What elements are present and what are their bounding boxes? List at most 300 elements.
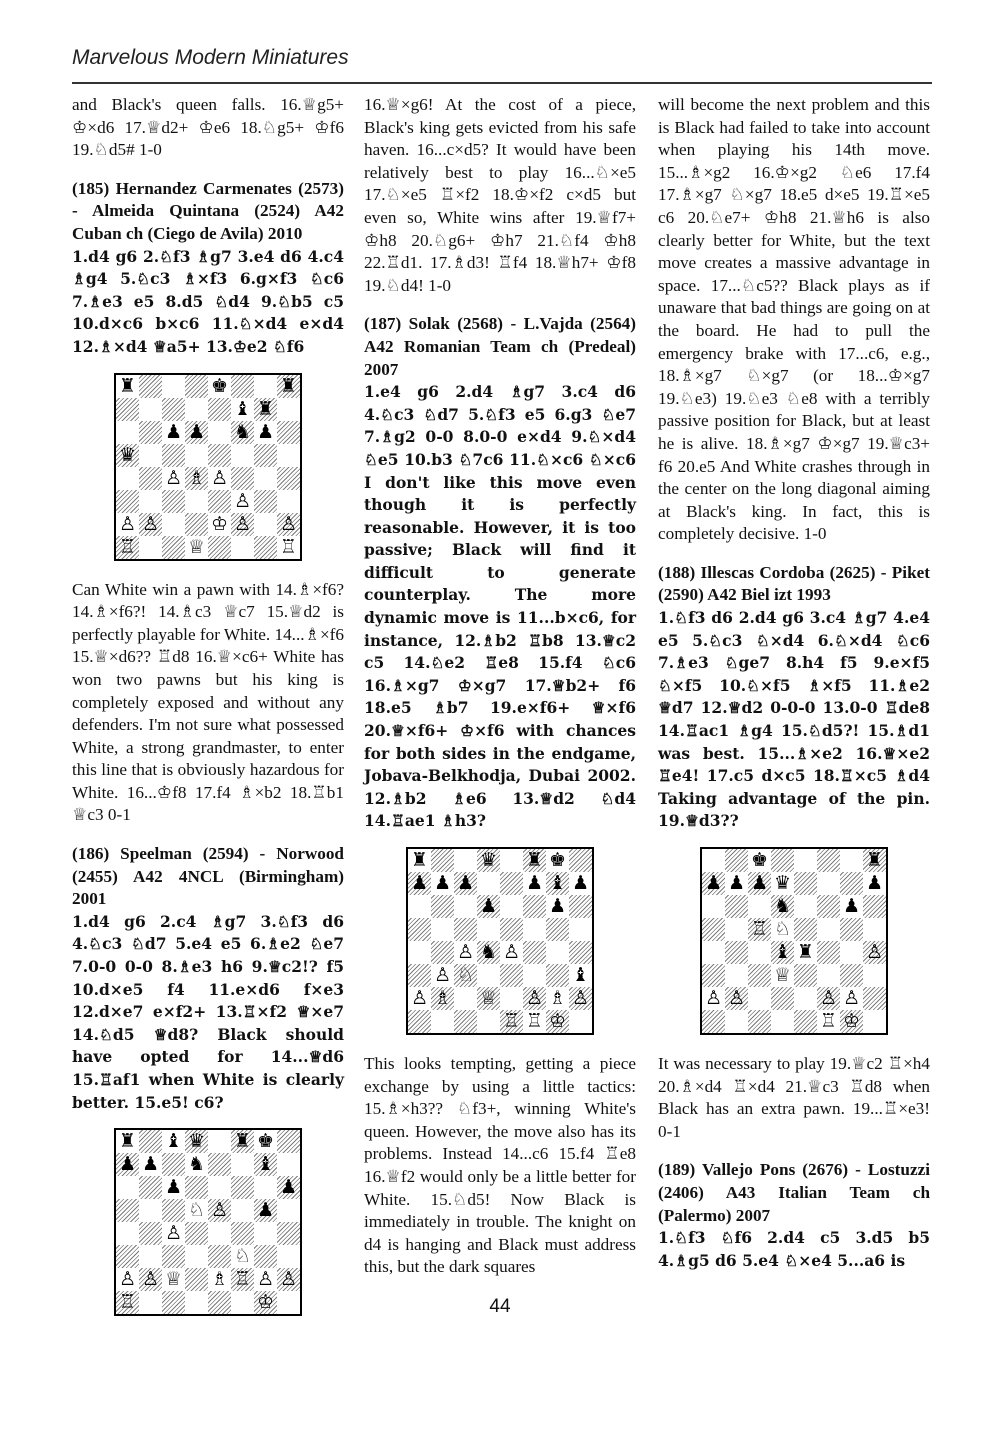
board-square	[523, 918, 546, 941]
chess-piece-icon: ♟	[525, 872, 544, 894]
board-square	[162, 536, 185, 559]
board-square	[208, 1153, 231, 1176]
board-square	[408, 987, 431, 1010]
chess-piece-icon: ♟	[118, 1153, 137, 1176]
board-square	[454, 1010, 477, 1033]
board-square	[702, 1010, 725, 1033]
game-heading: (188) Illescas Cordoba (2625) - Piket (2590) A42 Biel izt 1993	[658, 562, 930, 605]
board-square	[702, 849, 725, 872]
board-square	[454, 872, 477, 895]
board-square	[477, 964, 500, 987]
board-square	[231, 1245, 254, 1268]
board-square	[794, 964, 817, 987]
chess-piece-icon: ♙	[279, 512, 298, 535]
chess-piece-icon: ♜	[279, 374, 298, 397]
board-square	[771, 849, 794, 872]
chess-piece-icon: ♘	[773, 918, 792, 940]
chess-piece-icon: ♟	[279, 1176, 298, 1199]
chess-piece-icon: ♝	[233, 397, 252, 420]
board-square	[477, 987, 500, 1010]
board-square	[863, 918, 886, 941]
chess-piece-icon: ♛	[773, 872, 792, 894]
chess-piece-icon: ♙	[164, 1222, 183, 1245]
chess-piece-icon: ♜	[796, 941, 815, 963]
commentary-text: It was necessary to play 19.♕c2 ♖×h4 20.♗×d4 ♖×d4 21.♕c3 ♖d8 when Black has an extra pawn. 19...♖×e3! 0-1	[658, 1054, 930, 1141]
board-square	[162, 1130, 185, 1153]
game-moves: 1.♘f3 d6 2.d4 g6 3.c4 ♗g7 4.e4 e5 5.♘c3 ♘×d4 6.♘×d4 ♘c6 7.♗e3 ♘ge7 8.h4 f5 9.e×f5 ♘×f5 10.♘×f5 ♗×f5 11.♗e2 ♕d7 12.♕d2 0-0-0 13.0-0 ♖de8 14.♖ac1 ♗g4 15.♘d5?! 15.♗d1 was best. 15...♗×e2 16.♕×e2 ♖e4! 17.c5 d×c5 18.♖×c5 ♗d4 Taking advantage of the pin. 19.♕d3??	[658, 608, 930, 831]
chess-piece-icon: ♖	[750, 918, 769, 940]
board-square	[254, 1130, 277, 1153]
board-square	[208, 513, 231, 536]
chess-piece-icon: ♙	[164, 466, 183, 489]
board-square	[139, 375, 162, 398]
header-rule	[72, 82, 932, 84]
board-square	[702, 872, 725, 895]
chess-piece-icon: ♟	[479, 895, 498, 917]
board-square	[254, 1245, 277, 1268]
board-square	[162, 490, 185, 513]
board-square	[185, 1153, 208, 1176]
board-square	[162, 1199, 185, 1222]
chess-piece-icon: ♙	[865, 941, 884, 963]
board-square	[523, 987, 546, 1010]
board-square	[817, 918, 840, 941]
chess-piece-icon: ♜	[256, 397, 275, 420]
chess-piece-icon: ♜	[233, 1130, 252, 1153]
board-square	[231, 1199, 254, 1222]
board-square	[431, 1010, 454, 1033]
board-square	[748, 964, 771, 987]
chess-piece-icon: ♕	[773, 964, 792, 986]
board-square	[500, 918, 523, 941]
game-heading: (189) Vallejo Pons (2676) - Lostuzzi (2406) A43 Italian Team ch (Palermo) 2007	[658, 1160, 930, 1225]
board-square	[500, 964, 523, 987]
board-square	[139, 444, 162, 467]
chess-piece-icon: ♙	[502, 941, 521, 963]
board-square	[408, 872, 431, 895]
board-square	[208, 398, 231, 421]
board-square	[500, 895, 523, 918]
board-square	[116, 1130, 139, 1153]
board-square	[208, 1199, 231, 1222]
board-square	[208, 490, 231, 513]
board-square	[569, 1010, 592, 1033]
board-square	[477, 918, 500, 941]
chess-piece-icon: ♞	[233, 420, 252, 443]
board-square	[794, 872, 817, 895]
board-square	[863, 872, 886, 895]
board-square	[817, 895, 840, 918]
board-square	[277, 375, 300, 398]
board-square	[771, 987, 794, 1010]
board-square	[546, 941, 569, 964]
chess-piece-icon: ♞	[187, 1153, 206, 1176]
board-square	[254, 1176, 277, 1199]
board-square	[185, 1130, 208, 1153]
board-square	[231, 1153, 254, 1176]
chess-piece-icon: ♜	[525, 849, 544, 871]
chess-piece-icon: ♖	[118, 1291, 137, 1314]
board-square	[162, 1176, 185, 1199]
board-square	[139, 1245, 162, 1268]
board-square	[208, 1176, 231, 1199]
board-square	[771, 1010, 794, 1033]
commentary-text: and Black's queen falls. 16.♕g5+ ♔×d6 17.♕d2+ ♔e6 18.♘g5+ ♔f6 19.♘d5# 1-0	[72, 95, 344, 160]
board-square	[139, 1176, 162, 1199]
board-square	[277, 1245, 300, 1268]
board-square	[454, 964, 477, 987]
board-square	[116, 421, 139, 444]
chess-piece-icon: ♟	[433, 872, 452, 894]
board-square	[817, 964, 840, 987]
board-square	[162, 513, 185, 536]
chess-piece-icon: ♙	[842, 987, 861, 1009]
board-square	[254, 375, 277, 398]
board-square	[794, 941, 817, 964]
chess-piece-icon: ♞	[773, 895, 792, 917]
chess-piece-icon: ♔	[210, 512, 229, 535]
chess-piece-icon: ♙	[256, 1268, 275, 1291]
board-square	[431, 918, 454, 941]
chess-piece-icon: ♟	[727, 872, 746, 894]
game-moves: 1.d4 g6 2.♘f3 ♗g7 3.e4 d6 4.c4 ♗g4 5.♘c3 ♗×f3 6.g×f3 ♘c6 7.♗e3 e5 8.d5 ♘d4 9.♘b5 c5 10.d×c6 b×c6 11.♘×d4 e×d4 12.♗×d4 ♕a5+ 13.♔e2 ♘f6	[72, 246, 344, 356]
chess-piece-icon: ♕	[187, 535, 206, 558]
board-square	[254, 536, 277, 559]
board-square	[139, 467, 162, 490]
board-square	[277, 513, 300, 536]
board-square	[725, 941, 748, 964]
board-square	[116, 398, 139, 421]
chess-piece-icon: ♔	[256, 1291, 275, 1314]
board-square	[277, 1153, 300, 1176]
board-square	[523, 941, 546, 964]
board-square	[748, 918, 771, 941]
chess-piece-icon: ♛	[118, 443, 137, 466]
chess-piece-icon: ♖	[525, 1010, 544, 1032]
board-square	[254, 467, 277, 490]
board-square	[725, 1010, 748, 1033]
board-square	[454, 941, 477, 964]
chess-piece-icon: ♜	[410, 849, 429, 871]
board-square	[794, 987, 817, 1010]
chess-piece-icon: ♝	[571, 964, 590, 986]
chess-piece-icon: ♙	[141, 1268, 160, 1291]
board-square	[840, 964, 863, 987]
board-square	[702, 918, 725, 941]
board-square	[546, 895, 569, 918]
chess-piece-icon: ♛	[479, 849, 498, 871]
running-header: Marvelous Modern Miniatures	[72, 46, 349, 69]
board-square	[231, 1130, 254, 1153]
board-square	[254, 1199, 277, 1222]
board-square	[523, 964, 546, 987]
board-square	[277, 536, 300, 559]
board-square	[139, 1153, 162, 1176]
chess-piece-icon: ♗	[548, 987, 567, 1009]
board-square	[817, 872, 840, 895]
chess-piece-icon: ♝	[164, 1130, 183, 1153]
board-square	[748, 987, 771, 1010]
board-square	[863, 987, 886, 1010]
game-moves: 1.♘f3 ♘f6 2.d4 c5 3.d5 b5 4.♗g5 d6 5.e4 ♘×e4 5...a6 is	[658, 1228, 930, 1270]
board-square	[546, 1010, 569, 1033]
board-square	[254, 1222, 277, 1245]
board-square	[208, 536, 231, 559]
board-square	[208, 375, 231, 398]
board-square	[500, 849, 523, 872]
board-square	[725, 872, 748, 895]
board-square	[569, 987, 592, 1010]
board-square	[254, 421, 277, 444]
board-square	[840, 849, 863, 872]
chess-piece-icon: ♚	[750, 849, 769, 871]
board-square	[208, 1268, 231, 1291]
board-square	[748, 872, 771, 895]
board-square	[185, 536, 208, 559]
board-square	[139, 536, 162, 559]
chess-piece-icon: ♕	[479, 987, 498, 1009]
chess-piece-icon: ♟	[842, 895, 861, 917]
chess-piece-icon: ♘	[187, 1199, 206, 1222]
board-square	[840, 1010, 863, 1033]
board-square	[162, 467, 185, 490]
chess-piece-icon: ♙	[210, 1199, 229, 1222]
board-square	[408, 964, 431, 987]
board-square	[546, 918, 569, 941]
board-square	[863, 1010, 886, 1033]
chess-piece-icon: ♟	[865, 872, 884, 894]
board-square	[231, 421, 254, 444]
board-square	[702, 987, 725, 1010]
board-square	[277, 1130, 300, 1153]
board-square	[162, 421, 185, 444]
chess-piece-icon: ♟	[410, 872, 429, 894]
board-square	[408, 895, 431, 918]
board-square	[431, 849, 454, 872]
board-square	[477, 1010, 500, 1033]
chess-piece-icon: ♟	[571, 872, 590, 894]
board-square	[139, 1199, 162, 1222]
board-square	[231, 490, 254, 513]
board-square	[277, 1268, 300, 1291]
board-square	[277, 421, 300, 444]
board-square	[748, 1010, 771, 1033]
chess-diagram	[114, 1128, 302, 1316]
board-square	[139, 398, 162, 421]
board-square	[277, 467, 300, 490]
board-square	[546, 987, 569, 1010]
board-square	[817, 987, 840, 1010]
board-square	[431, 964, 454, 987]
board-square	[408, 941, 431, 964]
board-square	[254, 398, 277, 421]
chess-piece-icon: ♝	[548, 872, 567, 894]
chess-piece-icon: ♙	[433, 964, 452, 986]
page-number: 44	[489, 1296, 511, 1317]
board-square	[116, 490, 139, 513]
board-square	[702, 895, 725, 918]
chess-piece-icon: ♙	[118, 512, 137, 535]
board-square	[748, 941, 771, 964]
board-square	[185, 1222, 208, 1245]
board-square	[725, 849, 748, 872]
board-square	[477, 895, 500, 918]
board-square	[208, 1222, 231, 1245]
board-square	[185, 1176, 208, 1199]
board-square	[408, 1010, 431, 1033]
board-square	[523, 1010, 546, 1033]
commentary-text: This looks tempting, getting a piece exchange by using a little tactics: 15.♗×h3?? ♘f3+, winning White's queen. However, the move also has its problems. Instead 14...c6 15.f4 ♖e8 16.♕f2 would only be a little better for White. 15.♘d5! Now Black is immediately in trouble. The knight on d4 is hanging and Black must address this, but the dark squares	[364, 1054, 636, 1277]
board-square	[277, 1176, 300, 1199]
chess-piece-icon: ♘	[456, 964, 475, 986]
chess-piece-icon: ♙	[456, 941, 475, 963]
board-square	[208, 421, 231, 444]
board-square	[863, 895, 886, 918]
board-square	[840, 941, 863, 964]
board-square	[725, 895, 748, 918]
commentary-text: will become the next problem and this is Black had failed to take into account when playing his 14th move. 15...♗×g2 16.♔×g2 ♘e6 17.f4 17.♗×g7 ♘×g7 18.e5 d×e5 19.♖×e5 c6 20.♘e7+ ♔h8 21.♕h6 is also clearly better for White, but the text move creates a massive advantage in space. 17...♘c5?? Black plays as if unaware that bad things are going on at the board. He had to pull the emergency brake with 17...c6, e.g., 18.♗×g7 ♘×g7 (or 18...♔×g7 19.♘e3) 19.♘e3 ♘e8 with a terribly passive position for Black, but at least he is alive. 18.♗×g7 ♔×g7 19.♕c3+ f6 20.e5 And White crashes through in the center on the long diagonal aiming at Black's king. In fact, this is completely decisive. 1-0	[658, 95, 930, 544]
chess-piece-icon: ♙	[141, 512, 160, 535]
chess-piece-icon: ♟	[141, 1153, 160, 1176]
board-square	[116, 1222, 139, 1245]
board-square	[208, 1245, 231, 1268]
chess-piece-icon: ♚	[210, 374, 229, 397]
chess-piece-icon: ♖	[233, 1268, 252, 1291]
board-square	[817, 941, 840, 964]
board-square	[277, 1199, 300, 1222]
board-square	[139, 513, 162, 536]
board-square	[185, 1199, 208, 1222]
board-square	[817, 849, 840, 872]
board-square	[231, 536, 254, 559]
board-square	[794, 895, 817, 918]
board-square	[546, 872, 569, 895]
chess-piece-icon: ♟	[256, 420, 275, 443]
board-square	[454, 987, 477, 1010]
board-square	[116, 513, 139, 536]
board-square	[116, 1176, 139, 1199]
chess-piece-icon: ♜	[865, 849, 884, 871]
board-square	[569, 895, 592, 918]
board-square	[254, 490, 277, 513]
board-square	[523, 872, 546, 895]
board-square	[231, 1176, 254, 1199]
column-1	[72, 94, 344, 1334]
board-square	[569, 872, 592, 895]
board-square	[794, 849, 817, 872]
column-2	[364, 94, 636, 1279]
board-square	[454, 895, 477, 918]
board-square	[431, 895, 454, 918]
chess-piece-icon: ♙	[819, 987, 838, 1009]
game-moves: 1.d4 g6 2.c4 ♗g7 3.♘f3 d6 4.♘c3 ♘d7 5.e4 e5 6.♗e2 ♘e7 7.0-0 0-0 8.♗e3 h6 9.♕c2!? f5 10.d×e5 f4 11.e×d6 f×e3 12.d×e7 e×f2+ 13.♖×f2 ♕×e7 14.♘d5 ♕d8? Black should have opted for 14...♕d6 15.♖af1 when White is clearly better. 15.e5! c6?	[72, 911, 344, 1112]
board-square	[139, 1130, 162, 1153]
board-square	[185, 375, 208, 398]
board-square	[254, 444, 277, 467]
board-square	[162, 375, 185, 398]
board-square	[254, 1153, 277, 1176]
board-square	[277, 1222, 300, 1245]
chess-diagram	[700, 847, 888, 1035]
board-square	[431, 987, 454, 1010]
chess-piece-icon: ♟	[750, 872, 769, 894]
board-square	[162, 1268, 185, 1291]
chess-piece-icon: ♛	[187, 1130, 206, 1153]
chess-piece-icon: ♔	[548, 1010, 567, 1032]
board-square	[231, 375, 254, 398]
board-square	[569, 918, 592, 941]
commentary-text: Can White win a pawn with 14.♗×f6? 14.♗×f6?! 14.♗c3 ♕c7 15.♕d2 is perfectly playable for White. 14...♗×f6 15.♕×d6?? ♖d8 16.♕×c6+ White has won two pawns but his king is completely exposed and without any defenders. I'm not sure what possessed White, a strong grandmaster, to enter this line that is obviously hazardous for White. 16...♔f8 17.f4 ♗×b2 18.♖b1 ♕c3 0-1	[72, 579, 344, 825]
chess-piece-icon: ♜	[118, 1130, 137, 1153]
board-square	[231, 1268, 254, 1291]
board-square	[208, 1130, 231, 1153]
board-square	[840, 872, 863, 895]
board-square	[454, 849, 477, 872]
board-square	[477, 849, 500, 872]
board-square	[139, 1268, 162, 1291]
board-square	[794, 1010, 817, 1033]
board-square	[162, 1153, 185, 1176]
chess-piece-icon: ♖	[118, 535, 137, 558]
board-square	[185, 444, 208, 467]
board-square	[139, 421, 162, 444]
board-square	[523, 849, 546, 872]
board-square	[454, 918, 477, 941]
chess-diagram	[406, 847, 594, 1035]
board-square	[231, 1222, 254, 1245]
chess-piece-icon: ♔	[842, 1010, 861, 1032]
board-square	[725, 918, 748, 941]
chess-piece-icon: ♙	[727, 987, 746, 1009]
chess-piece-icon: ♖	[819, 1010, 838, 1032]
game-heading: (185) Hernandez Carmenates (2573) - Almeida Quintana (2524) A42 Cuban ch (Ciego de Avila) 2010	[72, 178, 344, 243]
board-square	[546, 964, 569, 987]
board-square	[116, 375, 139, 398]
chess-piece-icon: ♗	[210, 1268, 229, 1291]
board-square	[725, 964, 748, 987]
chess-piece-icon: ♞	[479, 941, 498, 963]
chess-piece-icon: ♕	[164, 1268, 183, 1291]
board-square	[231, 467, 254, 490]
board-square	[725, 987, 748, 1010]
chess-piece-icon: ♚	[548, 849, 567, 871]
board-square	[748, 895, 771, 918]
board-square	[408, 849, 431, 872]
chess-piece-icon: ♗	[433, 987, 452, 1009]
game-moves: 1.e4 g6 2.d4 ♗g7 3.c4 d6 4.♘c3 ♘d7 5.♘f3 e5 6.g3 ♘e7 7.♗g2 0-0 8.0-0 e×d4 9.♘×d4 ♘e5 10.b3 ♘7c6 11.♘×c6 ♘×c6 I don't like this move even though it is perfectly reasonable. However, it is too passive; Black will find it difficult to generate counterplay. The more dynamic move is 11...b×c6, for instance, 12.♗b2 ♖b8 13.♕c2 c5 14.♘e2 ♖e8 15.f4 ♘c6 16.♗×g7 ♔×g7 17.♕b2+ f6 18.e5 ♗b7 19.e×f6+ ♕×f6 20.♕×f6+ ♔×f6 with chances for both sides in the endgame, Jobava-Belkhodja, Dubai 2002. 12.♗b2 ♗e6 13.♕d2 ♘d4 14.♖ae1 ♗h3?	[364, 382, 636, 831]
chess-diagram	[114, 373, 302, 561]
board-square	[500, 987, 523, 1010]
board-square	[817, 1010, 840, 1033]
board-square	[208, 444, 231, 467]
board-square	[431, 872, 454, 895]
board-square	[569, 849, 592, 872]
chess-piece-icon: ♟	[164, 1176, 183, 1199]
board-square	[162, 444, 185, 467]
board-square	[500, 941, 523, 964]
board-square	[162, 1245, 185, 1268]
game-heading: (187) Solak (2568) - L.Vajda (2564) A42 Romanian Team ch (Predeal) 2007	[364, 314, 636, 379]
board-square	[116, 467, 139, 490]
board-square	[277, 490, 300, 513]
chess-piece-icon: ♙	[210, 466, 229, 489]
chess-piece-icon: ♙	[279, 1268, 298, 1291]
board-square	[185, 490, 208, 513]
board-square	[771, 895, 794, 918]
chess-piece-icon: ♙	[233, 489, 252, 512]
board-square	[277, 398, 300, 421]
board-square	[162, 398, 185, 421]
